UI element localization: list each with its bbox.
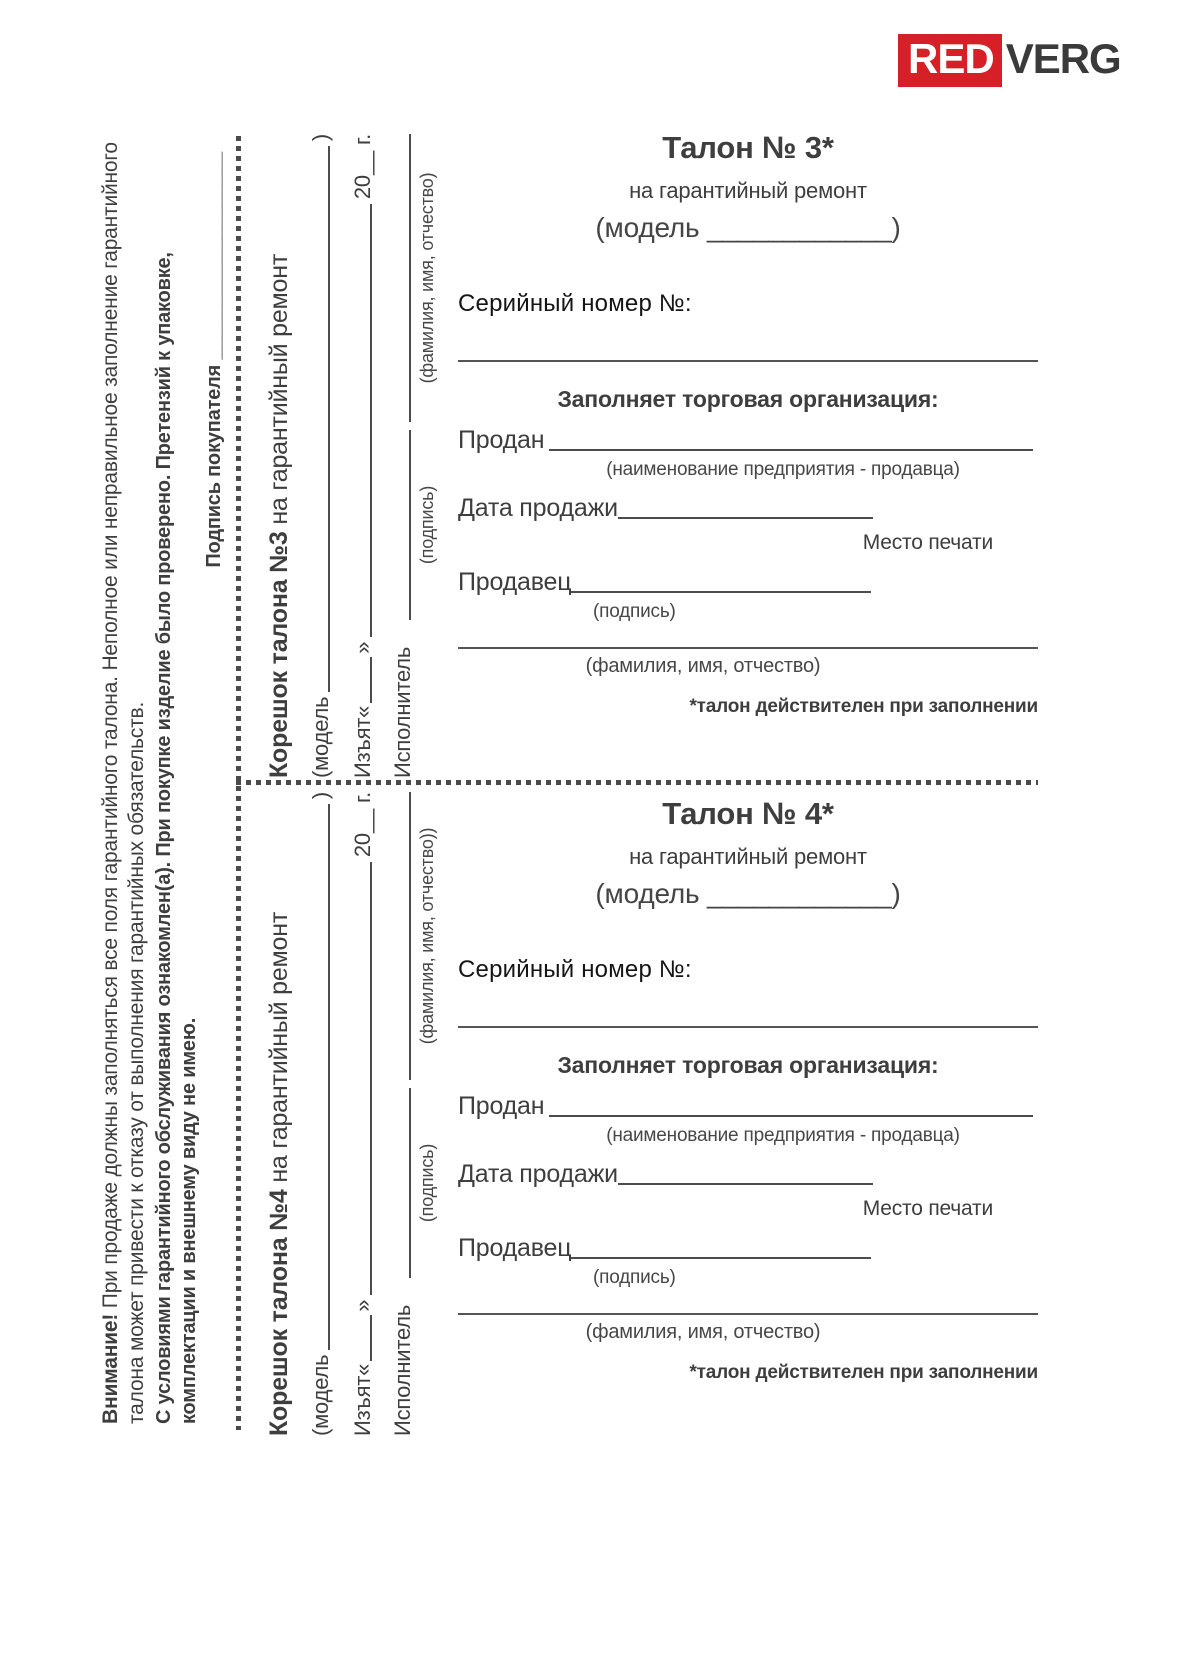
stub4-model-blank [328, 804, 330, 1349]
spacer [416, 628, 438, 778]
stub3-title-bold: Корешок талона №3 [265, 531, 293, 778]
coupon3-serial-label: Серийный номер №: [458, 290, 692, 317]
coupon3-signature-hint: (подпись) [593, 601, 676, 622]
coupon4-date-blank [618, 1183, 873, 1185]
coupon3-stamp-place-label: Место печати [862, 531, 993, 554]
coupon4-trade-org-header: Заполняет торговая организация: [557, 1052, 939, 1078]
stub3-executor-label: Исполнитель [389, 646, 415, 778]
stub3-name-blank [390, 134, 411, 422]
coupon3-sold-blank [549, 449, 1033, 451]
coupon3-validity-footnote: *талон действителен при заполнении [689, 696, 1038, 717]
coupon4-seller-row [458, 1233, 1038, 1263]
coupon3-date-row [458, 493, 1038, 523]
coupon4-subtitle: на гарантийный ремонт [629, 844, 867, 869]
coupon3-serial-blank-line [458, 360, 1038, 362]
coupon4-serial-label: Серийный номер №: [458, 956, 692, 983]
coupon4-seller-label: Продавец [458, 1234, 572, 1262]
coupon4-model-line: (модель ____________) [595, 878, 901, 909]
coupon3-trade-org-header: Заполняет торговая организация: [557, 386, 939, 412]
stub3-executor-row [390, 134, 438, 778]
coupon3-fullname-hint: (фамилия, имя, отчество) [585, 655, 821, 677]
coupon3-seller-label: Продавец [458, 568, 572, 596]
stub3-day-blank [370, 657, 372, 703]
stub4-name-blank [390, 792, 411, 1080]
stub4-seized-row [349, 792, 377, 1436]
stub4-executor-row [390, 792, 438, 1436]
coupon3-date-label: Дата продажи [458, 494, 618, 522]
coupon3-sold-row [458, 425, 1038, 455]
coupon3-title: Талон № 3* [662, 130, 834, 165]
stub4-title-bold: Корешок талона №4 [265, 1189, 293, 1436]
stub3-model-label: (модель [308, 696, 334, 778]
brand-logo [898, 34, 1123, 87]
stub4-name-hint: (фамилия, имя, отчество)) [416, 827, 437, 1045]
coupon4-fullname-hint: (фамилия, имя, отчество) [585, 1321, 821, 1343]
buyer-notice-block [98, 132, 228, 1424]
stub3-quote-close: » [349, 641, 375, 654]
coupon3-date-blank [618, 517, 873, 519]
logo-verg-segment: VERG [1005, 35, 1121, 82]
stub4-title [264, 792, 294, 1436]
stub4-executor-label: Исполнитель [389, 1304, 415, 1436]
coupon4-stamp-place-label: Место печати [862, 1197, 993, 1220]
stub3-seized-row [349, 134, 377, 778]
coupon4-date-row [458, 1159, 1038, 1189]
coupon4-sold-label: Продан [458, 1092, 545, 1120]
logo-red-segment: RED [898, 34, 1002, 87]
stub-coupon-3 [264, 134, 438, 778]
stub4-year-label: 20__ г. [349, 792, 375, 858]
stub3-model-close: ) [308, 134, 334, 142]
coupon3-model-line: (модель ____________) [595, 212, 901, 243]
stub4-month-blank [370, 862, 372, 1295]
coupon3-sold-label: Продан [458, 426, 545, 454]
horizontal-dotted-separator [236, 780, 1038, 785]
warning-notice [98, 132, 150, 1424]
coupon3-seller-blank [571, 591, 871, 593]
warning-word: Внимание! [99, 1313, 122, 1424]
stub4-model-label: (модель [308, 1354, 334, 1436]
warning-text: При продаже должны заполняться все поля гарантийного талона. Неполное или неправильное заполнение гарантийного талона может привести к отказу от выполнения гарантийных обязательств. [99, 142, 148, 1424]
coupon4-signature-hint: (подпись) [593, 1267, 676, 1288]
stub4-signature-blank [390, 1088, 411, 1278]
coupon4-serial-blank-line [458, 1026, 1038, 1028]
coupon-4 [458, 796, 1038, 1384]
coupon3-seller-row [458, 567, 1038, 597]
stub4-day-blank [370, 1315, 372, 1361]
coupon4-title: Талон № 4* [662, 796, 834, 831]
stub3-year-label: 20__ г. [349, 134, 375, 200]
coupon4-sold-row [458, 1091, 1038, 1121]
coupon4-validity-footnote: *талон действителен при заполнении [689, 1362, 1038, 1383]
agreement-notice: С условиями гарантийного обслуживания ознакомлен(а). При покупке изделие было проверено. Претензий к упаковке, комплектации и внешнему виду не имею. [153, 252, 200, 1424]
stub3-signature-hint: (подпись) [416, 485, 437, 565]
stub4-signature-hint: (подпись) [416, 1143, 437, 1223]
coupon3-subtitle: на гарантийный ремонт [629, 178, 867, 203]
coupon4-sold-blank [549, 1115, 1033, 1117]
coupon4-date-label: Дата продажи [458, 1160, 618, 1188]
stub3-model-blank [328, 146, 330, 691]
stub4-model-row [307, 792, 335, 1436]
stub-coupon-4 [264, 792, 438, 1436]
stub3-model-row [307, 134, 335, 778]
stub3-name-hint: (фамилия, имя, отчество) [416, 172, 437, 384]
stub3-month-blank [370, 204, 372, 637]
stub4-seized-label: Изъят« [349, 1363, 375, 1436]
coupon3-org-name-hint: (наименование предприятия - продавца) [606, 459, 960, 480]
coupon3-fullname-blank-line [458, 647, 1038, 649]
stub4-quote-close: » [349, 1299, 375, 1312]
stub3-signature-blank [390, 430, 411, 620]
buyer-signature-label: Подпись покупателя ___________________ [203, 152, 225, 568]
stub4-model-close: ) [308, 792, 334, 800]
coupon-3 [458, 130, 1038, 718]
coupon4-fullname-blank-line [458, 1313, 1038, 1315]
stub3-title [264, 134, 294, 778]
coupon4-org-name-hint: (наименование предприятия - продавца) [606, 1125, 960, 1146]
coupon4-seller-blank [571, 1257, 871, 1259]
stub3-seized-label: Изъят« [349, 705, 375, 778]
stub4-title-rest: на гарантийный ремонт [265, 911, 293, 1190]
stub3-title-rest: на гарантийный ремонт [265, 253, 293, 532]
spacer [416, 1286, 438, 1436]
